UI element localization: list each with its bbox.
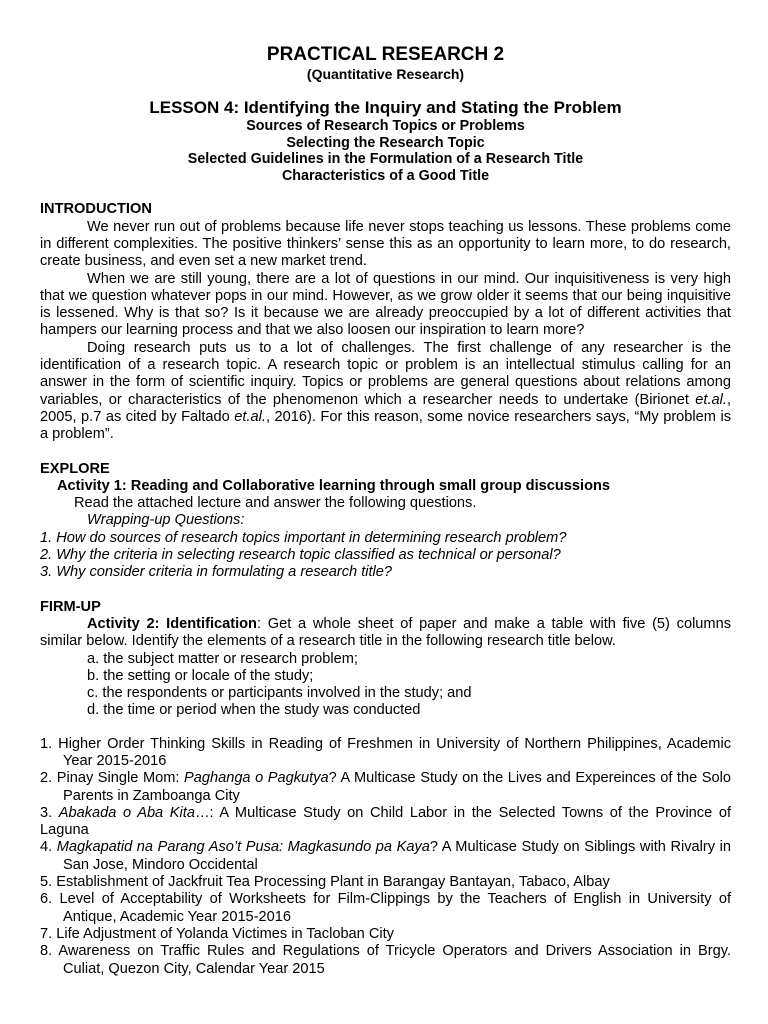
- title-italic-text: Abakada o Aba Kita: [58, 804, 195, 821]
- research-title-item: 5. Establishment of Jackfruit Tea Processing Plant in Barangay Bantayan, Tabaco, Albay: [40, 874, 610, 891]
- research-title-item: 7. Life Adjustment of Yolanda Victimes in Tacloban City: [40, 925, 394, 942]
- etal-text: et.al.: [695, 391, 727, 408]
- intro-p3-part-c: , 2016). For this reason, some novice researchers says, “My problem is a problem”.: [40, 408, 731, 443]
- page-title: PRACTICAL RESEARCH 2: [266, 44, 505, 65]
- question-item: 1. How do sources of research topics important in determining research problem?: [40, 529, 567, 546]
- element-item: d. the time or period when the study was conducted: [87, 702, 421, 719]
- title-text: ? A Multicase Study on the Lives and Expereinces of the Solo Parents in Zamboanga City: [63, 770, 731, 804]
- intro-p3-part-b: , 2005, p.7 as cited by Faltado: [40, 391, 731, 425]
- etal-text: et.al.: [234, 408, 266, 425]
- activity-2-instruction: : Get a whole sheet of paper and make a table with five (5) columns similar below. Identify the elements of a research title in the following research title below.: [40, 615, 731, 650]
- intro-paragraph-1: We never run out of problems because life never stops teaching us lessons. These problems come in different complexities. The positive thinkers’ sense this as an opportunity to learn more, to do research, create business, and even set a new market trend.: [40, 218, 731, 270]
- research-title-item: 1. Higher Order Thinking Skills in Reading of Freshmen in University of Northern Philippines, Academic Year 2015-2016: [40, 735, 731, 769]
- activity-2-text: [40, 616, 731, 651]
- research-title-item: [40, 770, 731, 805]
- activity-1-title: Activity 1: Reading and Collaborative learning through small group discussions: [57, 477, 611, 494]
- lesson-title: LESSON 4: Identifying the Inquiry and Stating the Problem: [149, 98, 622, 117]
- question-item: 3. Why consider criteria in formulating a research title?: [40, 564, 393, 581]
- page-subtitle: (Quantitative Research): [306, 66, 465, 82]
- intro-p3-part-a: Doing research puts us to a lot of challenges. The first challenge of any researcher is the identification of a research topic. A research topic or problem is an intellectual stimulus calling for an answer in the form of scientific inquiry. Topics or problems are general questions about relations among variables, or characteristics of the phenomenon which a researcher needs to undertake (Birionet: [40, 339, 731, 408]
- intro-paragraph-2: When we are still young, there are a lot of questions in our mind. Our inquisitiveness is very high that we question whatever pops in our mind. However, as we grow older it seems that our being inquisitive is lessened. Why is that so? Is it because we are already preoccupied by a lot of different activities that hampers our learning process and that we also loosen our inspiration to learn more?: [40, 270, 731, 339]
- firmup-heading: FIRM-UP: [40, 598, 101, 615]
- activity-1-instruction: Read the attached lecture and answer the following questions.: [74, 495, 477, 512]
- research-title-item: [40, 839, 731, 874]
- title-text: …: A Multicase Study on Child Labor in the Selected Towns of the Province of Laguna: [40, 804, 731, 839]
- activity-2-label: Activity 2: Identification: [87, 615, 257, 632]
- lesson-topic: Sources of Research Topics or Problems: [246, 118, 525, 134]
- lesson-topic: Selected Guidelines in the Formulation of a Research Title: [187, 151, 584, 168]
- firmup-section: [40, 599, 731, 978]
- title-text: 2. Pinay Single Mom:: [40, 770, 184, 787]
- research-title-item: 6. Level of Acceptability of Worksheets for Film-Clippings by the Teachers of English in University of Antique, Academic Year 2015-2016: [40, 891, 731, 925]
- lesson-topic: Selecting the Research Topic: [286, 134, 485, 151]
- title-text: 4.: [40, 839, 57, 856]
- explore-section: [40, 461, 731, 582]
- introduction-section: [40, 201, 731, 443]
- explore-heading: EXPLORE: [40, 460, 110, 477]
- element-item: c. the respondents or participants involved in the study; and: [87, 685, 472, 702]
- research-title-list: [40, 736, 731, 978]
- title-italic-text: Magkapatid na Parang Aso’t Pusa: Magkasundo pa Kaya: [56, 839, 430, 856]
- element-item: a. the subject matter or research problem;: [87, 650, 358, 667]
- title-italic-text: Paghanga o Pagkutya: [184, 770, 329, 787]
- title-text: ? A Multicase Study on Siblings with Rivalry in San Jose, Mindoro Occidental: [63, 839, 731, 873]
- introduction-heading: INTRODUCTION: [40, 201, 152, 218]
- title-text: 3.: [40, 804, 59, 821]
- research-title-item: 8. Awareness on Traffic Rules and Regulations of Tricycle Operators and Drivers Association in Brgy. Culiat, Quezon City, Calendar Year 2015: [40, 943, 731, 977]
- question-item: 2. Why the criteria in selecting research topic classified as technical or personal?: [40, 547, 561, 564]
- element-item: b. the setting or locale of the study;: [87, 667, 314, 684]
- intro-paragraph-3: [40, 340, 731, 444]
- research-title-item: [40, 805, 731, 840]
- wrap-up-label: Wrapping-up Questions:: [87, 512, 245, 529]
- header: [40, 44, 731, 184]
- lesson-topic: Characteristics of a Good Title: [281, 167, 490, 184]
